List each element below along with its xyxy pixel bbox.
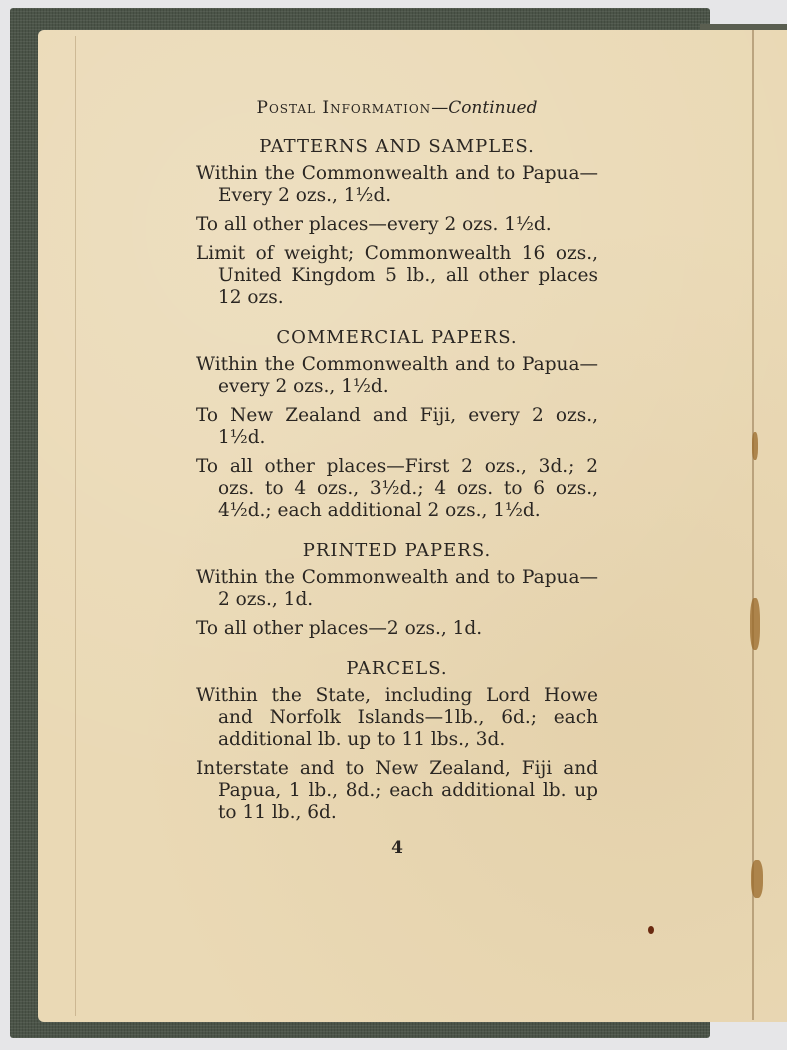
running-head: [196, 98, 598, 118]
page-content: [196, 98, 598, 858]
section-commercial-papers: [196, 327, 598, 522]
section-paragraph: To all other places—2 ozs., 1d.: [196, 618, 483, 639]
section-paragraph: Within the Commonwealth and to Papua—Every 2 ozs., 1½d.: [196, 163, 598, 206]
section-paragraph: To all other places—every 2 ozs. 1½d.: [196, 214, 552, 235]
section-paragraph: Within the Commonwealth and to Papua—every 2 ozs., 1½d.: [196, 354, 598, 397]
section-paragraph: Within the Commonwealth and to Papua—2 ozs., 1d.: [196, 567, 598, 610]
section-heading: PRINTED PAPERS.: [302, 540, 492, 561]
running-head-suffix: —Continued: [431, 98, 538, 118]
section-paragraph: To New Zealand and Fiji, every 2 ozs., 1½d.: [196, 405, 598, 448]
stain-mark: [750, 598, 760, 650]
section-heading: COMMERCIAL PAPERS.: [276, 327, 518, 348]
section-paragraph: To all other places—First 2 ozs., 3d.; 2 ozs. to 4 ozs., 3½d.; 4 ozs. to 6 ozs., 4½d.; each additional 2 ozs., 1½d.: [196, 456, 598, 521]
stain-mark: [752, 432, 758, 460]
section-patterns-and-samples: [196, 136, 598, 309]
section-paragraph: Interstate and to New Zealand, Fiji and Papua, 1 lb., 8d.; each additional lb. up to 11 lb., 6d.: [196, 758, 598, 823]
stain-mark: [751, 860, 763, 898]
section-paragraph: Within the State, including Lord Howe and Norfolk Islands—1lb., 6d.; each additional lb. up to 11 lbs., 3d.: [196, 685, 598, 750]
page-fold-line: [75, 36, 76, 1016]
ink-spot: [648, 926, 654, 934]
page-number: 4: [391, 838, 403, 858]
running-head-title: Postal Information: [256, 98, 432, 118]
section-paragraph: Limit of weight; Commonwealth 16 ozs., United Kingdom 5 lb., all other places 12 ozs.: [196, 243, 598, 308]
section-heading: PATTERNS AND SAMPLES.: [259, 136, 535, 157]
section-printed-papers: [196, 540, 598, 640]
section-parcels: [196, 658, 598, 824]
section-heading: PARCELS.: [346, 658, 448, 679]
